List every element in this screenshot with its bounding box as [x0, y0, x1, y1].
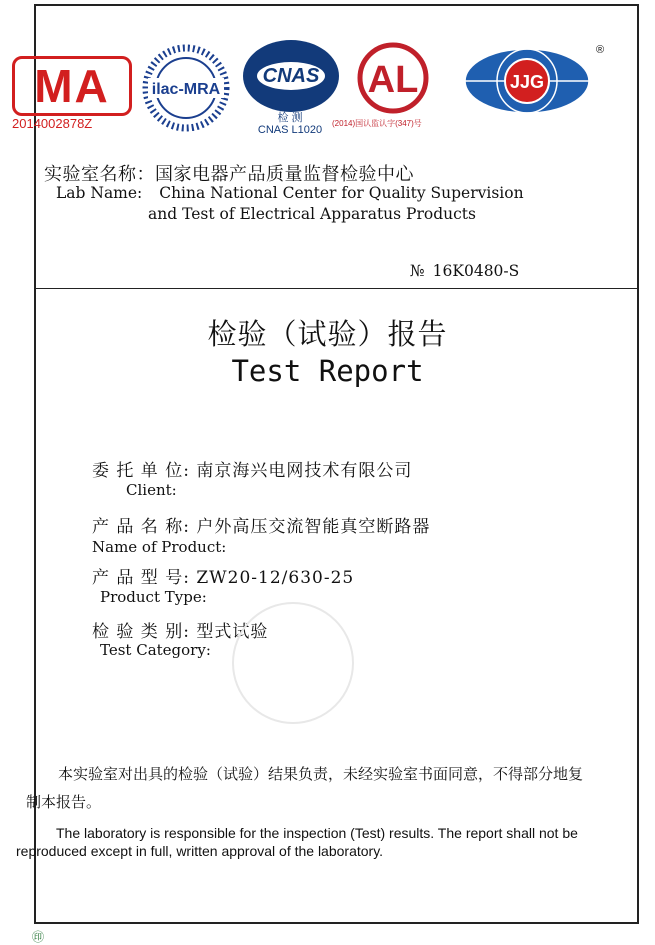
cnas-caption-cn: 检 测 [277, 112, 303, 124]
footer-mark: ㊞ [32, 930, 45, 944]
registered-mark: ® [596, 44, 605, 56]
cnas-logo [236, 36, 346, 116]
faint-seal-stamp [232, 602, 354, 724]
field-product-type [92, 563, 354, 588]
globe-certification-logo [462, 46, 592, 116]
report-number-value: 16K0480-S [432, 262, 520, 280]
ilac-logo-text: ilac-MRA [151, 81, 221, 98]
ilac-mra-logo [140, 42, 232, 134]
lab-name-value: China National Center for Quality Supervision [159, 184, 524, 202]
report-title-en: Test Report [231, 354, 424, 388]
field-label-en: Product Type: [100, 588, 207, 606]
field-value: 型式试验 [196, 622, 269, 642]
field-label-cn: 产 品 名 称: [92, 517, 190, 537]
field-label-en: Test Category: [100, 641, 211, 659]
report-number [410, 262, 519, 280]
lab-name-label: Lab Name: [56, 184, 143, 202]
number-symbol: № [410, 262, 425, 280]
globe-logo-text: JJG [509, 72, 545, 92]
field-label-en: Client: [126, 481, 177, 499]
cnas-logo-text: CNAS [262, 65, 320, 87]
field-label-cn: 检 验 类 别: [92, 622, 190, 642]
header-divider [36, 288, 637, 289]
al-logo-text: AL [367, 59, 419, 101]
report-title-cn: 检验（试验）报告 [207, 317, 448, 351]
field-label-cn: 产 品 型 号: [92, 568, 190, 588]
cma-number: 2014002878Z [12, 116, 93, 131]
lab-name-en-line1 [56, 184, 524, 202]
field-product-name [92, 512, 430, 537]
notice-cn: 本实验室对出具的检验（试验）结果负责，未经实验室书面同意，不得部分地复制本报告。 [26, 765, 584, 811]
field-label-cn: 委 托 单 位: [92, 461, 190, 481]
cnas-caption [240, 112, 340, 136]
field-value: 南京海兴电网技术有限公司 [196, 461, 413, 481]
cnas-caption-en: CNAS L1020 [257, 124, 323, 136]
al-caption: (2014)国认监认字(347)号 [332, 119, 422, 128]
al-logo [350, 40, 436, 120]
cma-logo-text: MA [34, 60, 110, 112]
field-value: ZW20-12/630-25 [196, 568, 355, 588]
field-client [92, 456, 412, 481]
lab-name-en-line2: and Test of Electrical Apparatus Products [148, 205, 476, 223]
field-value: 户外高压交流智能真空断路器 [196, 517, 431, 537]
cma-logo [12, 56, 132, 116]
lab-name-cn: 实验室名称：国家电器产品质量监督检验中心 [44, 164, 414, 185]
field-label-en: Name of Product: [92, 538, 227, 556]
notice-en: The laboratory is responsible for the inspection (Test) results. The report shall not be reproduced except in full, written approval of the laboratory. [16, 825, 578, 859]
